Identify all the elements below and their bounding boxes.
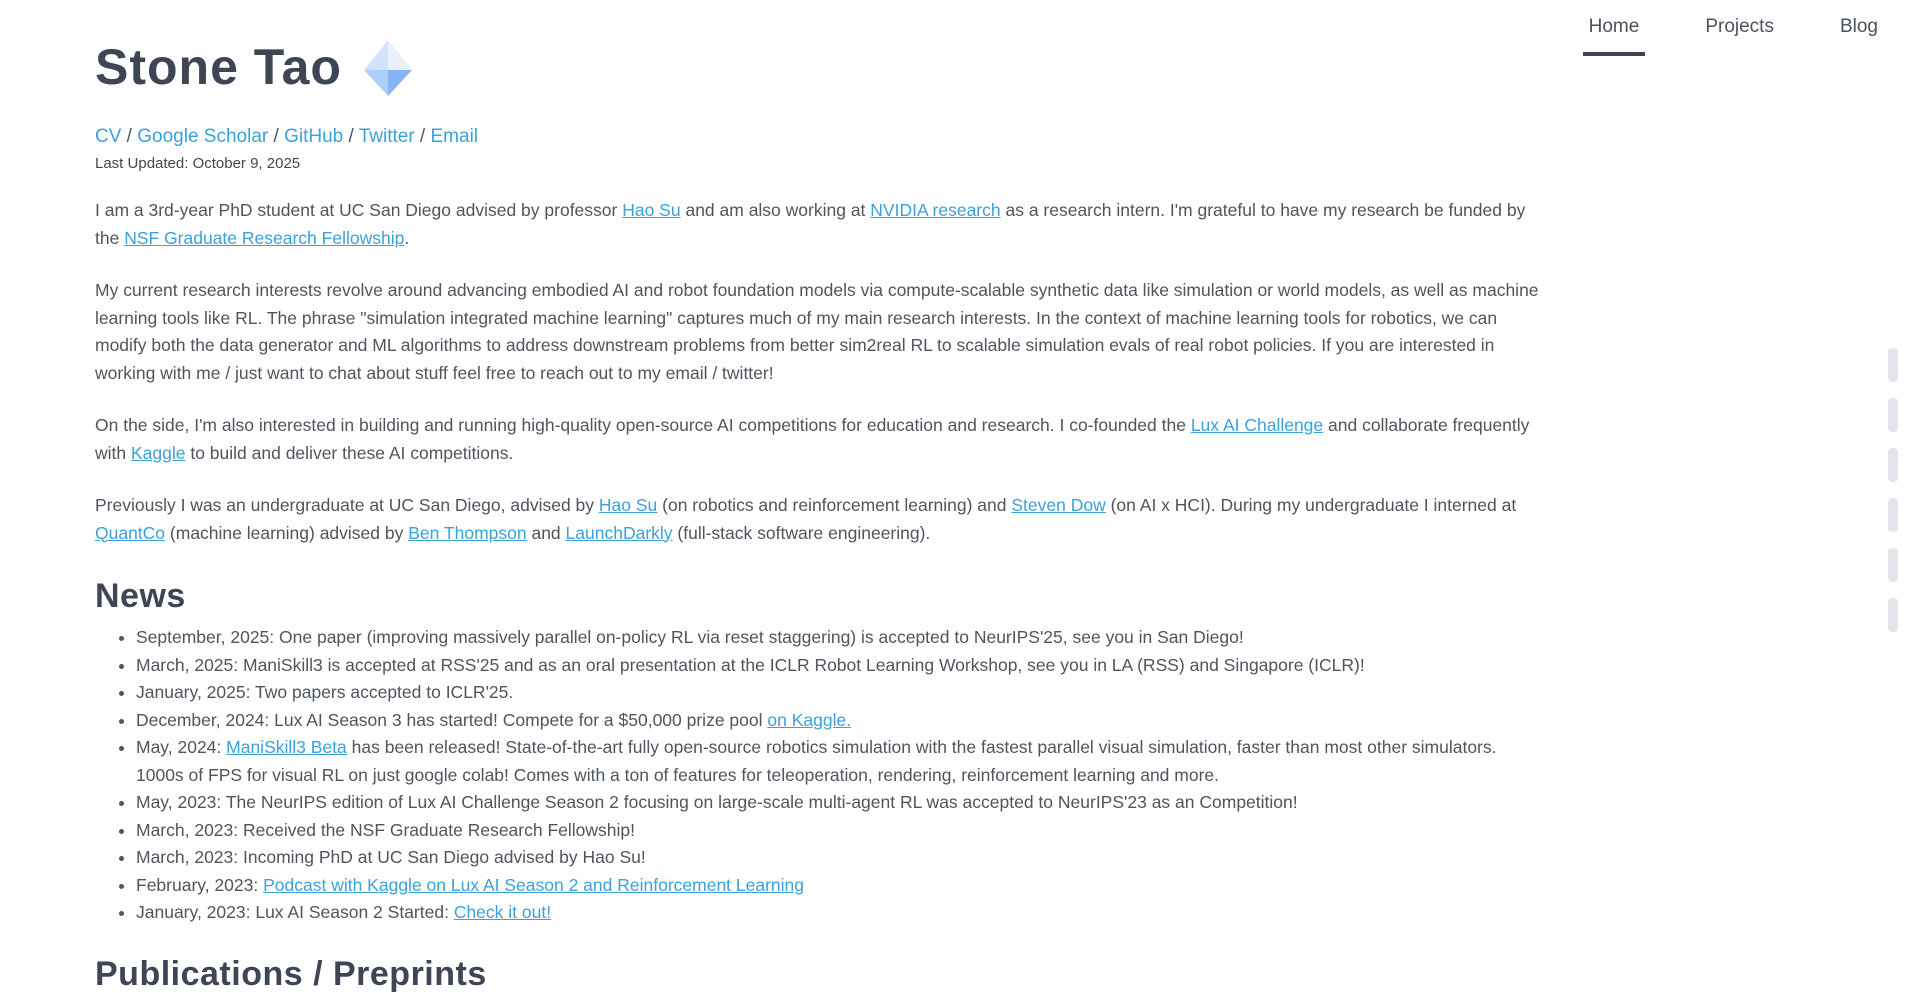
inline-link-lux-ai-challenge[interactable]: Lux AI Challenge: [1190, 415, 1324, 435]
scroll-indicator[interactable]: [1888, 0, 1898, 993]
nav-item-projects[interactable]: Projects: [1705, 16, 1774, 37]
news-item: • January, 2025: Two papers accepted to ICLR'25.: [136, 679, 1545, 707]
inline-link-hao-su[interactable]: Hao Su: [622, 200, 681, 220]
news-item: • December, 2024: Lux AI Season 3 has started! Compete for a $50,000 prize pool on Kaggle.: [136, 707, 1545, 735]
inline-link-podcast-with-kaggle-on-lux-ai-season-2-and-reinforcement-learning[interactable]: Podcast with Kaggle on Lux AI Season 2 and Reinforcement Learning: [263, 874, 805, 895]
inline-link-hao-su[interactable]: Hao Su: [598, 495, 658, 515]
news-item: • May, 2023: The NeurIPS edition of Lux AI Challenge Season 2 focusing on large-scale multi-agent RL was accepted to NeurIPS'23 as an Competition!: [136, 789, 1545, 817]
profile-link-twitter[interactable]: Twitter: [358, 126, 415, 147]
link-separator: /: [414, 126, 431, 147]
profile-links: [95, 126, 1545, 148]
scroll-marker[interactable]: [1888, 498, 1898, 532]
top-nav: [1583, 0, 1884, 56]
news-item: • September, 2025: One paper (improving massively parallel on-policy RL via reset staggering) is accepted to NeurIPS'25, see you in San Diego!: [136, 624, 1545, 652]
scroll-marker[interactable]: [1888, 598, 1898, 632]
intro-paragraph: My current research interests revolve around advancing embodied AI and robot foundation models via compute-scalable synthetic data like simulation or world models, as well as machine learning tools like RL. The phrase "simulation integrated machine learning" captures much of my main research interests. In the context of machine learning tools for robotics, we can modify both the data generator and ML algorithms to address downstream problems from better sim2real RL to scalable simulation evals of real robot policies. If you are interested in working with me / just want to chat about stuff feel free to reach out to my email / twitter!: [95, 280, 1539, 383]
publications-heading: Publications / Preprints: [95, 954, 487, 993]
profile-link-email[interactable]: Email: [430, 126, 479, 147]
page-title: [95, 36, 1545, 98]
news-item: • May, 2024: ManiSkill3 Beta has been released! State-of-the-art fully open-source robotics simulation with the fastest parallel visual simulation, faster than most other simulators. 1000s of FPS for visual RL on just google colab! Comes with a ton of features for teleoperation, rendering, reinforcement learning and more.: [136, 734, 1545, 789]
diamond-logo-icon: [360, 38, 416, 98]
intro-paragraph: I am a 3rd-year PhD student at UC San Diego advised by professor Hao Su and am also working at NVIDIA research as a research intern. I'm grateful to have my research be funded by the NSF Graduate Research Fellowship.: [95, 200, 1526, 248]
news-item: • February, 2023: Podcast with Kaggle on Lux AI Season 2 and Reinforcement Learning: [136, 872, 1545, 900]
news-item: • March, 2023: Incoming PhD at UC San Diego advised by Hao Su!: [136, 844, 1545, 872]
inline-link-launchdarkly[interactable]: LaunchDarkly: [565, 522, 673, 543]
inline-link-ben-thompson[interactable]: Ben Thompson: [408, 522, 527, 543]
last-updated: Last Updated: October 9, 2025: [95, 155, 301, 172]
news-list: [95, 624, 1545, 927]
news-item: • March, 2025: ManiSkill3 is accepted at RSS'25 and as an oral presentation at the ICLR Robot Learning Workshop, see you in LA (RSS) and Singapore (ICLR)!: [136, 652, 1545, 680]
intro-paragraph: Previously I was an undergraduate at UC San Diego, advised by Hao Su (on robotics and reinforcement learning) and Steven Dow (on AI x HCI). During my undergraduate I interned at QuantCo (machine learning) advised by Ben Thompson and LaunchDarkly (full-stack software engineering).: [95, 495, 1517, 543]
inline-link-on-kaggle[interactable]: on Kaggle.: [767, 709, 852, 730]
scroll-marker[interactable]: [1888, 548, 1898, 582]
page-content: [0, 36, 1545, 993]
intro-paragraph: On the side, I'm also interested in building and running high-quality open-source AI competitions for education and research. I co-founded the Lux AI Challenge and collaborate frequently with Kaggle to build and deliver these AI competitions.: [95, 415, 1530, 463]
inline-link-nvidia-research[interactable]: NVIDIA research: [870, 200, 1001, 220]
site-title-text: Stone Tao: [95, 39, 342, 95]
nav-item-blog[interactable]: Blog: [1839, 16, 1878, 37]
news-item: • January, 2023: Lux AI Season 2 Started: Check it out!: [136, 899, 1545, 927]
inline-link-check-it-out[interactable]: Check it out!: [453, 902, 552, 922]
scroll-marker[interactable]: [1888, 398, 1898, 432]
nav-item-home[interactable]: Home: [1583, 0, 1646, 56]
link-separator: /: [268, 126, 285, 147]
inline-link-quantco[interactable]: QuantCo: [95, 522, 166, 543]
intro-section: [95, 197, 1545, 547]
scroll-marker[interactable]: [1888, 348, 1898, 382]
inline-link-kaggle[interactable]: Kaggle: [130, 442, 186, 463]
link-separator: /: [121, 126, 138, 147]
profile-link-google-scholar[interactable]: Google Scholar: [137, 126, 269, 147]
inline-link-steven-dow[interactable]: Steven Dow: [1011, 495, 1106, 515]
profile-link-github[interactable]: GitHub: [284, 126, 344, 147]
news-item: • March, 2023: Received the NSF Graduate Research Fellowship!: [136, 817, 1545, 845]
inline-link-nsf-graduate-research-fellowship[interactable]: NSF Graduate Research Fellowship: [124, 227, 405, 248]
profile-link-cv[interactable]: CV: [95, 126, 122, 147]
link-separator: /: [343, 126, 359, 147]
news-heading: News: [95, 577, 186, 615]
scroll-marker[interactable]: [1888, 448, 1898, 482]
inline-link-maniskill3-beta[interactable]: ManiSkill3 Beta: [226, 737, 347, 757]
